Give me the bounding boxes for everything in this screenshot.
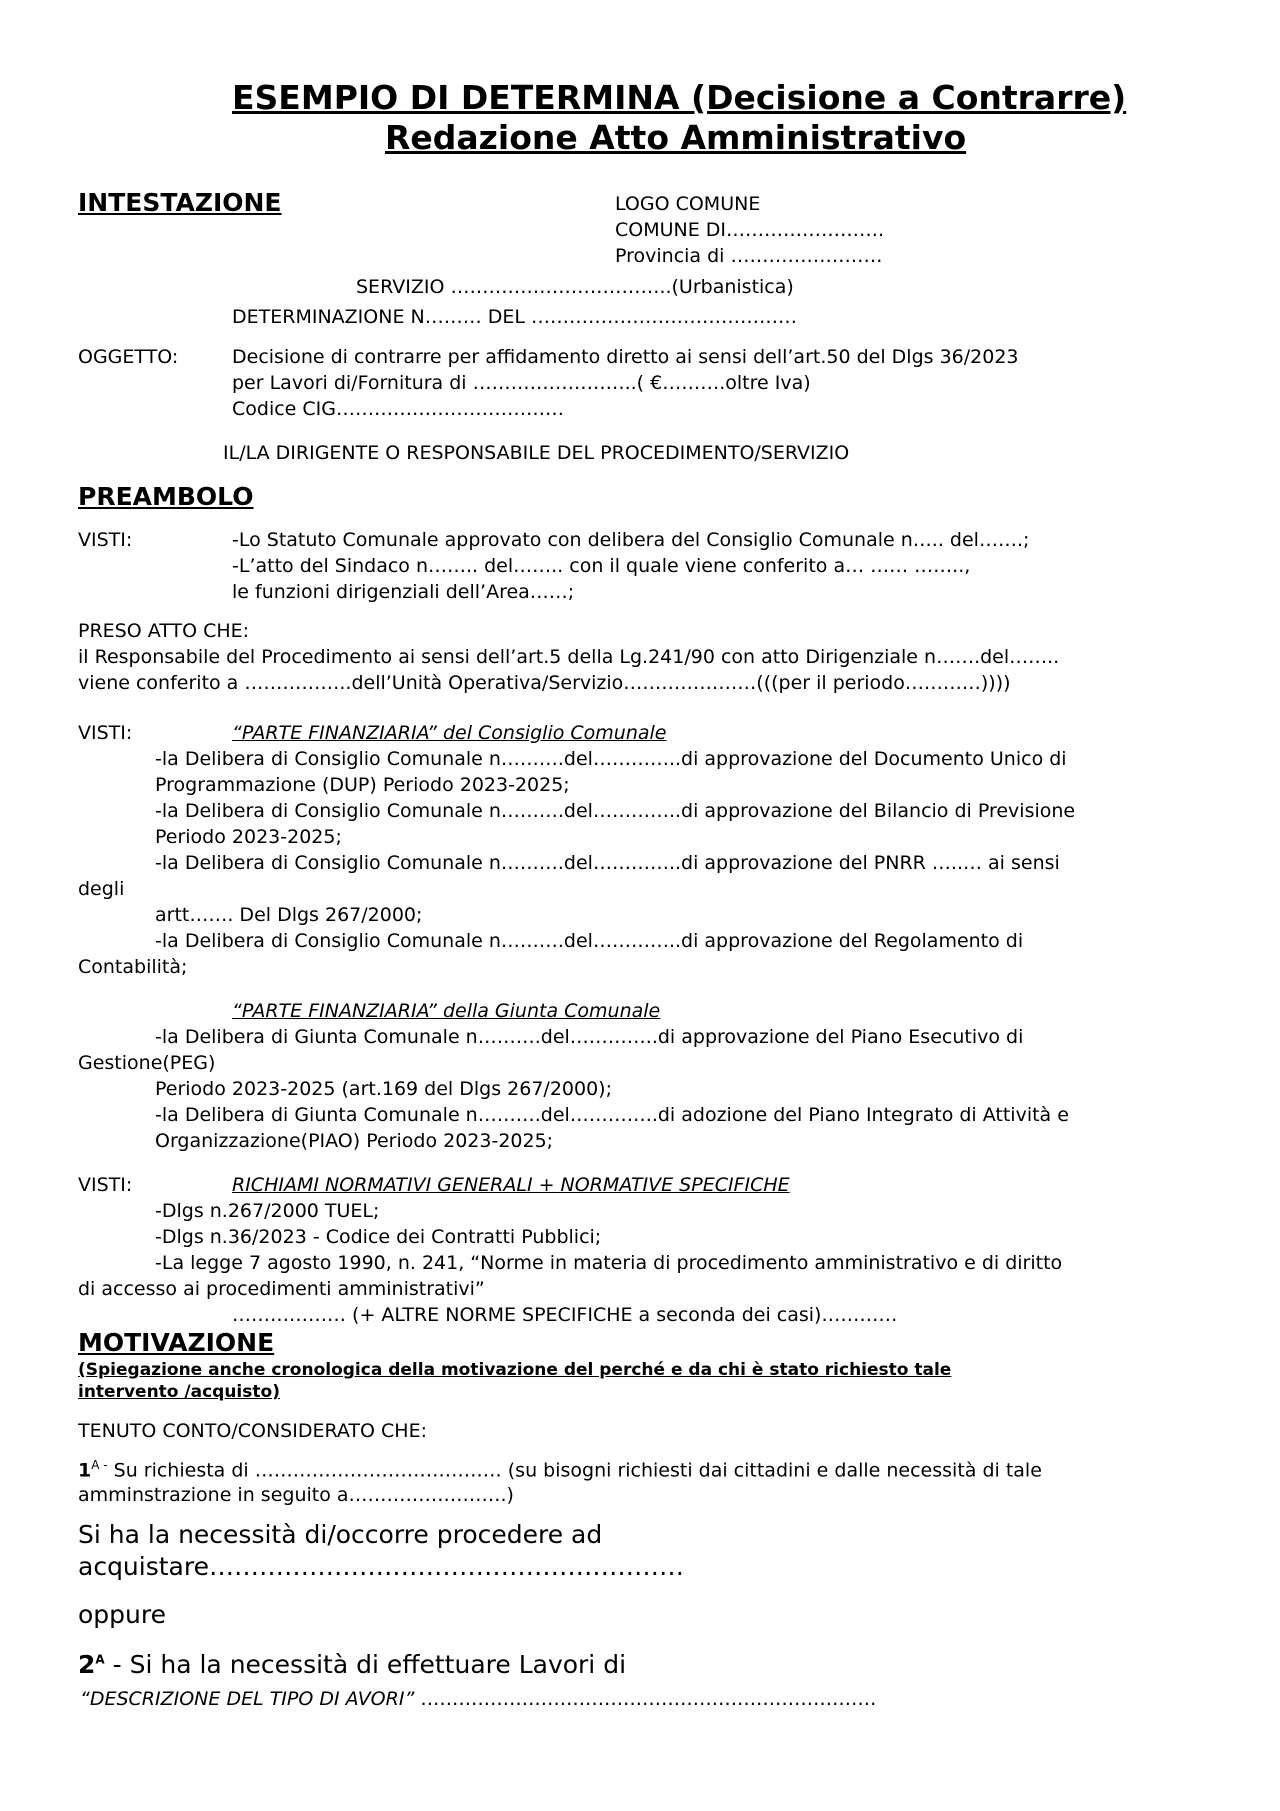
comune-text: COMUNE DI……………………. xyxy=(615,219,885,241)
oggetto-line2: per Lavori di/Fornitura di ……………………..( €……….oltre Iva) xyxy=(232,372,811,394)
servizio-text: SERVIZIO ……………………………..(Urbanistica) xyxy=(356,276,794,298)
motivazione-subtitle-line1: (Spiegazione anche cronologica della motivazione del perché e da chi è stato richiesto tale xyxy=(78,1360,952,1380)
motivazione-heading: MOTIVAZIONE xyxy=(78,1328,275,1357)
gc-line1b: Gestione(PEG) xyxy=(78,1052,216,1074)
descrizione-dots: ……………………………………………………………… xyxy=(414,1688,877,1710)
preso-atto-line1: il Responsabile del Procedimento ai sensi dell’art.5 della Lg.241/90 con atto Dirigenziale n…….del…….. xyxy=(78,646,1060,668)
richiami-normativi-title: RICHIAMI NORMATIVI GENERALI + NORMATIVE SPECIFICHE xyxy=(232,1174,790,1196)
cc-line3b: degli xyxy=(78,878,125,900)
gc-line2a: -la Delibera di Giunta Comunale n……….del…………..di adozione del Piano Integrato di Attività e xyxy=(155,1104,1069,1126)
point1-line1 xyxy=(78,1458,1042,1482)
gc-line1a: -la Delibera di Giunta Comunale n……….del…………..di approvazione del Piano Esecutivo di xyxy=(155,1026,1024,1048)
oggetto-line3: Codice CIG……………………………… xyxy=(232,398,564,420)
cc-line3c: artt……. Del Dlgs 267/2000; xyxy=(155,904,423,926)
cc-line4a: -la Delibera di Consiglio Comunale n……….del…………..di approvazione del Regolamento di xyxy=(155,930,1024,952)
visti-line3: le funzioni dirigenziali dell’Area……; xyxy=(232,581,575,603)
point1-number: 1 xyxy=(78,1459,92,1482)
parte-finanziaria-cc-title: “PARTE FINANZIARIA” del Consiglio Comunale xyxy=(232,722,667,744)
tenuto-conto-text: TENUTO CONTO/CONSIDERATO CHE: xyxy=(78,1420,427,1442)
norm-line4: ……………… (+ ALTRE NORME SPECIFICHE a seconda dei casi)………… xyxy=(232,1304,898,1326)
descrizione-lavori-placeholder: “DESCRIZIONE DEL TIPO DI AVORI” xyxy=(80,1688,415,1710)
cc-line2a: -la Delibera di Consiglio Comunale n……….del…………..di approvazione del Bilancio di Previsione xyxy=(155,800,1076,822)
document-title-line2: Redazione Atto Amministrativo xyxy=(385,118,967,157)
point1-superscript: A - xyxy=(91,1458,108,1472)
intestazione-heading: INTESTAZIONE xyxy=(78,188,282,217)
gc-line1c: Periodo 2023-2025 (art.169 del Dlgs 267/2000); xyxy=(155,1078,612,1100)
point1-line2: amminstrazione in seguito a…………………….) xyxy=(78,1484,514,1506)
norm-line3a: -La legge 7 agosto 1990, n. 241, “Norme in materia di procedimento amministrativo e di diritto xyxy=(155,1252,1063,1274)
cc-line2b: Periodo 2023-2025; xyxy=(155,826,342,848)
oppure-text: oppure xyxy=(78,1600,166,1629)
point2-number: 2 xyxy=(78,1650,96,1679)
dirigente-text: IL/LA DIRIGENTE O RESPONSABILE DEL PROCEDIMENTO/SERVIZIO xyxy=(223,442,850,464)
visti-finanziaria-label: VISTI: xyxy=(78,722,133,744)
preso-atto-line2: viene conferito a ……………..dell’Unità Operativa/Servizio…………………(((per il periodo…………)))) xyxy=(78,672,1011,694)
motivazione-subtitle-line2: intervento /acquisto) xyxy=(78,1382,280,1402)
parte-finanziaria-gc-title: “PARTE FINANZIARIA” della Giunta Comunale xyxy=(232,1000,661,1022)
cc-line4b: Contabilità; xyxy=(78,956,188,978)
visti-line2: -L’atto del Sindaco n…….. del…….. con il quale viene conferito a… …… …….., xyxy=(232,555,971,577)
cc-line3a: -la Delibera di Consiglio Comunale n……….del…………..di approvazione del PNRR …..… ai sensi xyxy=(155,852,1060,874)
preso-atto-label: PRESO ATTO CHE: xyxy=(78,620,250,642)
logo-comune-text: LOGO COMUNE xyxy=(615,193,761,215)
point2-line2 xyxy=(80,1688,876,1711)
determinazione-text: DETERMINAZIONE N……… DEL …………………………………… xyxy=(232,306,797,328)
visti-label: VISTI: xyxy=(78,529,133,551)
cc-line1b: Programmazione (DUP) Periodo 2023-2025; xyxy=(155,774,570,796)
point1-text: Su richiesta di ………………………………… (su bisogni richiesti dai cittadini e dalle necessità di tale xyxy=(107,1459,1042,1482)
necessita-line2: acquistare………………………………………………… xyxy=(78,1552,684,1581)
point2-line1 xyxy=(78,1650,626,1680)
point2-text: - Si ha la necessità di effettuare Lavori di xyxy=(104,1650,627,1679)
visti-line1: -Lo Statuto Comunale approvato con delibera del Consiglio Comunale n….. del…….; xyxy=(232,529,1030,551)
oggetto-line1: Decisione di contrarre per affidamento diretto ai sensi dell’art.50 del Dlgs 36/2023 xyxy=(232,346,1019,368)
document-title-line1: ESEMPIO DI DETERMINA (Decisione a Contrarre) xyxy=(232,78,1127,117)
cc-line1a: -la Delibera di Consiglio Comunale n……….del…………..di approvazione del Documento Unico di xyxy=(155,748,1067,770)
point2-superscript: A xyxy=(95,1652,105,1667)
necessita-line1: Si ha la necessità di/occorre procedere ad xyxy=(78,1520,603,1549)
gc-line2b: Organizzazione(PIAO) Periodo 2023-2025; xyxy=(155,1130,554,1152)
provincia-text: Provincia di …………………… xyxy=(615,245,883,267)
oggetto-label: OGGETTO: xyxy=(78,346,179,368)
norm-line2: -Dlgs n.36/2023 - Codice dei Contratti Pubblici; xyxy=(155,1226,602,1248)
norm-line1: -Dlgs n.267/2000 TUEL; xyxy=(155,1200,380,1222)
preambolo-heading: PREAMBOLO xyxy=(78,482,254,511)
norm-line3b: di accesso ai procedimenti amministrativi” xyxy=(78,1278,485,1300)
visti-norme-label: VISTI: xyxy=(78,1174,133,1196)
